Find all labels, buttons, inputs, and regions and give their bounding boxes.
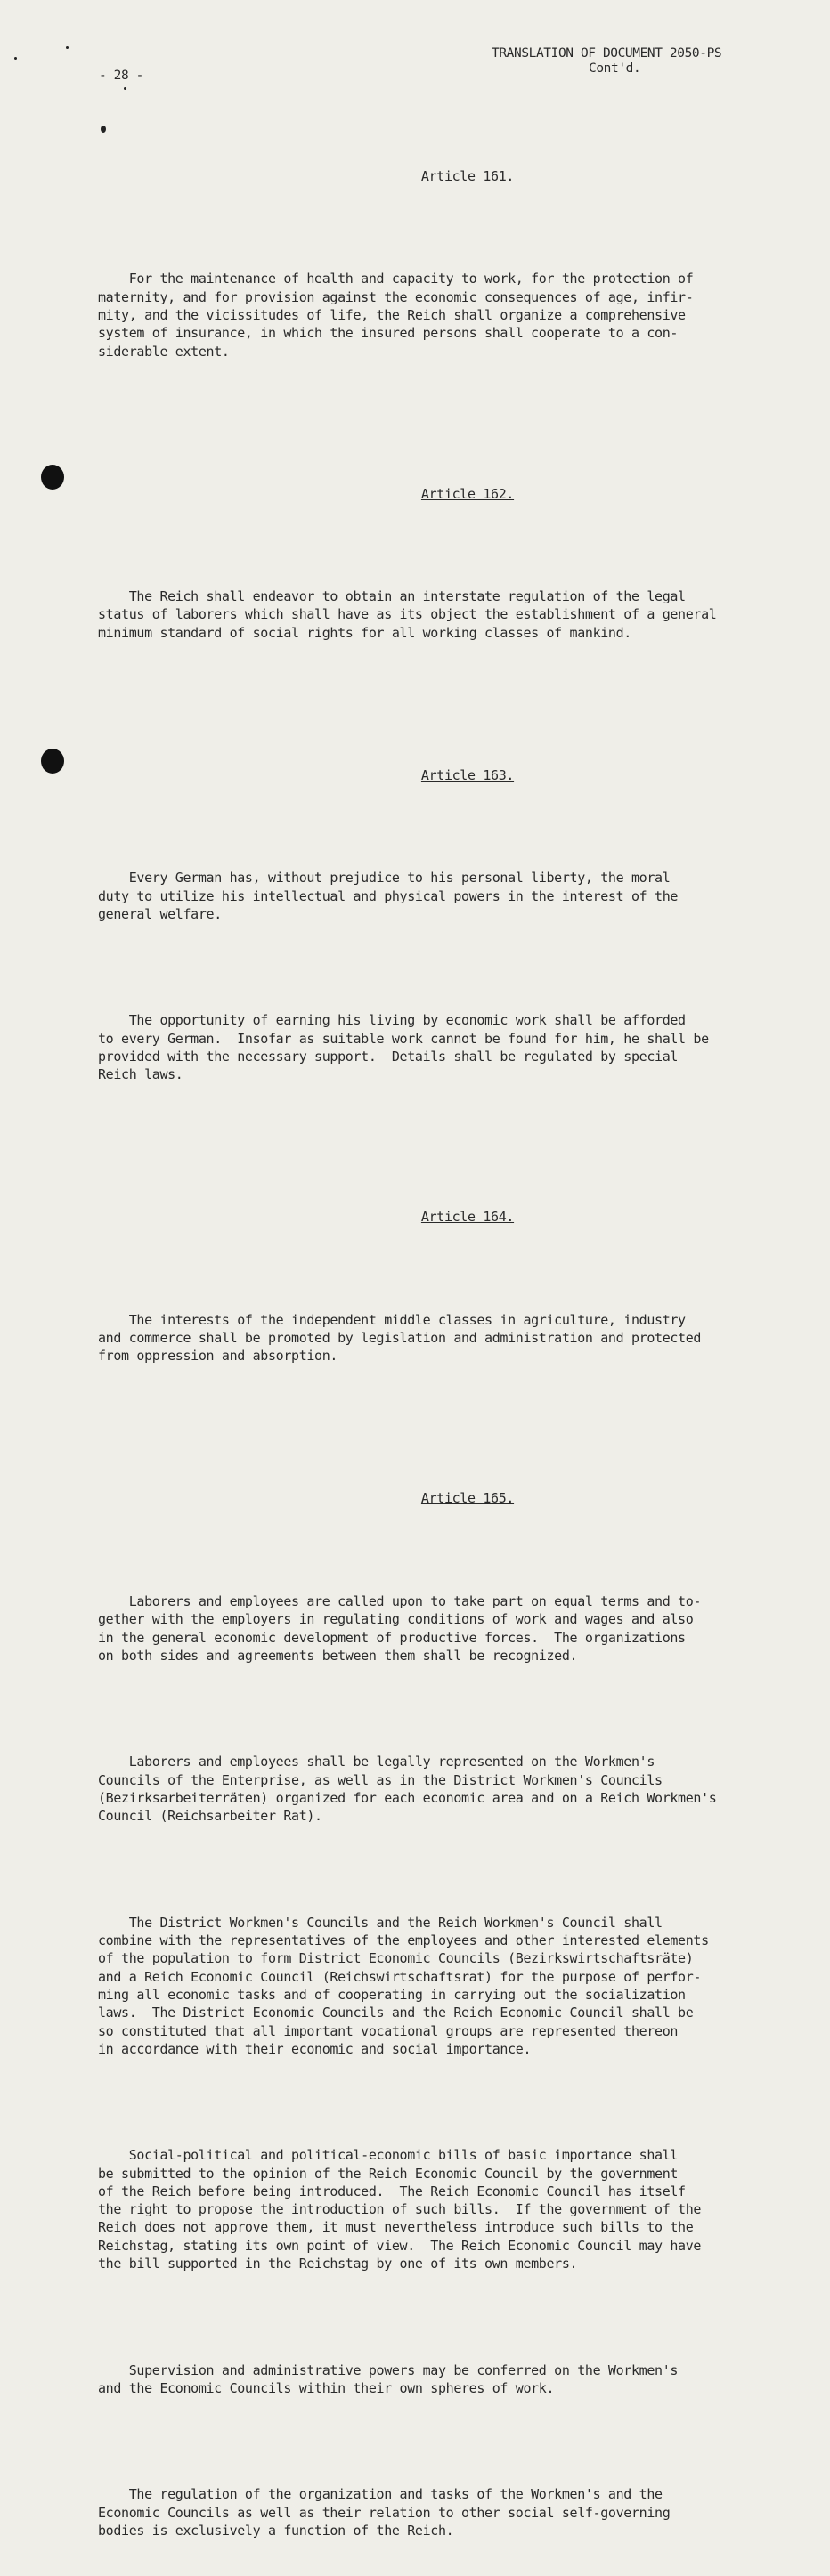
paragraph: The regulation of the organization and tasks of the Workmen's and the Economic Councils as well as their relation to other social self-governing bodies is exclusively a function of the Reich. <box>98 2486 671 2539</box>
page-number: - 28 - <box>99 69 143 83</box>
punch-hole <box>41 465 64 490</box>
article-heading: Article 162. <box>420 485 515 502</box>
ink-speck <box>124 87 126 90</box>
article-heading: Article 163. <box>420 766 515 783</box>
paragraph: Laborers and employees are called upon to take part on equal terms and to- gether with the employers in regulating conditions of work and wages and also in the general economic development of productive forces. The organizations on both sides and agreements between them shall be recognized. <box>98 1592 702 1664</box>
article-heading: Article 161. <box>420 167 515 184</box>
article-heading: Article 164. <box>420 1209 515 1226</box>
ink-speck <box>14 57 17 60</box>
paragraph: Supervision and administrative powers may be conferred on the Workmen's and the Economic Councils within their own spheres of work. <box>98 2361 679 2396</box>
paragraph: For the maintenance of health and capacity to work, for the protection of maternity, and for provision against the economic consequences of age, infir- mity, and the vicissitudes of life, the Reich shall organize a comprehensive system of insurance, in which the insured persons shall cooperate to a con- siderable extent. <box>98 271 694 360</box>
paragraph: Social-political and political-economic bills of basic importance shall be submitted to the opinion of the Reich Economic Council by the government of the Reich before being introduced. The Reich Economic Council has itself the right to propose the introduction of such bills. If the government of the Reich does not approve them, it must nevertheless introduce such bills to the Reichstag, stating its own point of view. The Reich Economic Council may have the bill supported in the Reichstag by one of its own members. <box>98 2147 702 2272</box>
article-heading: Article 165. <box>420 1490 515 1507</box>
ink-speck <box>101 126 106 133</box>
paragraph: The opportunity of earning his living by economic work shall be afforded to every German. Insofar as suitable work cannot be found for him, he shall be provided with the necessary support. Details shall be regulated by special Reich laws. <box>98 1012 709 1083</box>
paragraph: Every German has, without prejudice to his personal liberty, the moral duty to utilize his intellectual and physical powers in the interest of the general welfare. <box>98 870 679 922</box>
document-title: TRANSLATION OF DOCUMENT 2050-PS <box>492 46 722 61</box>
ink-speck <box>66 46 69 49</box>
continued-label: Cont'd. <box>589 61 641 76</box>
document-body <box>98 113 793 2576</box>
paragraph: Laborers and employees shall be legally represented on the Workmen's Councils of the Enterprise, as well as in the District Workmen's Councils (Bezirksarbeiterräten) organized for each economic area and on a Reich Workmen's Council (Reichsarbeiter Rat). <box>98 1754 717 1825</box>
punch-hole <box>41 749 64 774</box>
paragraph: The District Workmen's Councils and the Reich Workmen's Council shall combine with the representatives of the employees and other interested elements of the population to form District Economic Councils (Bezirkswirtschaftsräte) and a Reich Economic Council (Reichswirtschaftsrat) for the purpose of perfor- ming all economic tasks and of cooperating in carrying out the socialization laws. The District Economic Councils and the Reich Economic Council shall be so constituted that all important vocational groups are represented thereon in accordance with their economic and social importance. <box>98 1914 709 2057</box>
paragraph: The interests of the independent middle classes in agriculture, industry and commerce shall be promoted by legislation and administration and protected from oppression and absorption. <box>98 1311 702 1365</box>
paragraph: The Reich shall endeavor to obtain an interstate regulation of the legal status of laborers which shall have as its object the establishment of a general minimum standard of social rights for all working classes of mankind. <box>98 588 717 641</box>
document-header <box>492 46 721 77</box>
